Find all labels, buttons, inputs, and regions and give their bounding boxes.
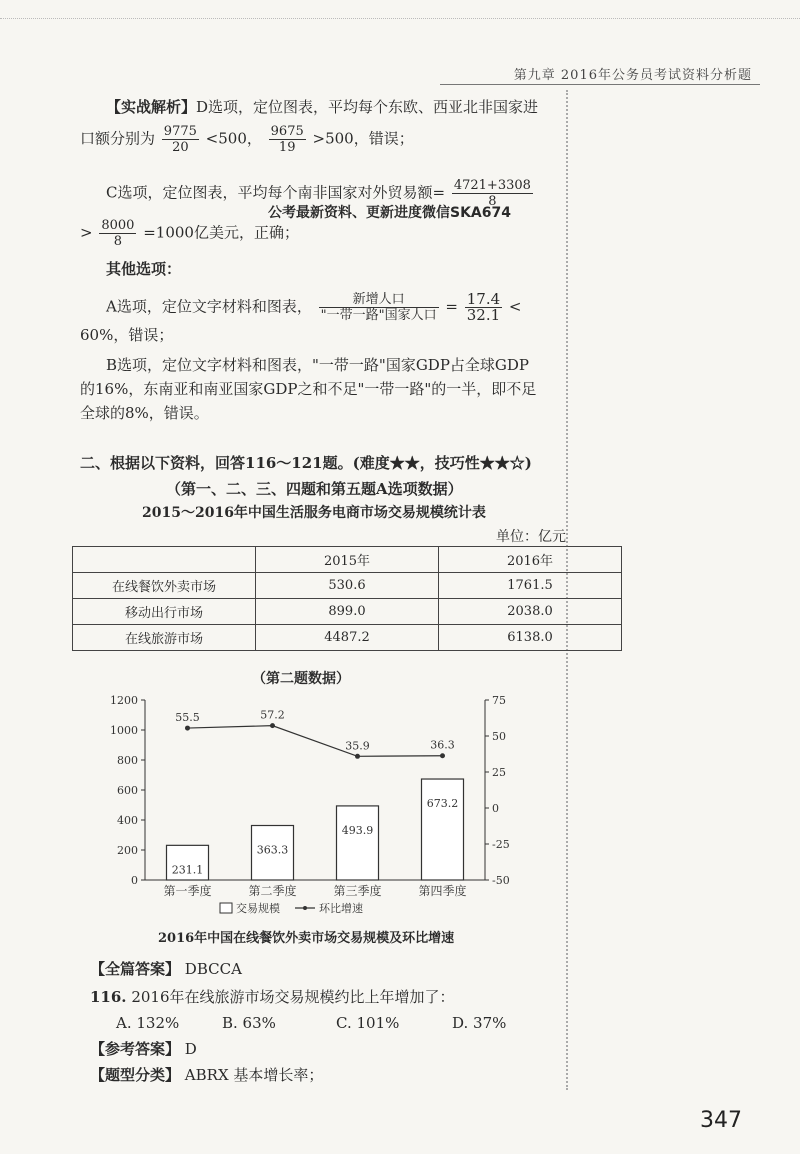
top-dotted-rule (0, 18, 800, 19)
series-line (188, 726, 443, 757)
table-row (73, 599, 622, 625)
legend-label: 环比增速 (319, 902, 363, 915)
page-number: 347 (700, 1108, 742, 1133)
fraction-17-4-32-1: $\frac{17.4}{32.1}$ (466, 290, 501, 324)
bar (337, 806, 379, 880)
y-tick-label: 1200 (110, 694, 138, 707)
y-tick-label: 0 (131, 874, 138, 887)
line-data-label: 55.5 (175, 711, 200, 725)
fraction-8000-8: $\frac{8000}{8}$ (101, 218, 135, 249)
b-option-line1: B选项，定位文字材料和图表，"一带一路"国家GDP占全球GDP (106, 356, 530, 374)
y-tick-label: 200 (117, 844, 138, 857)
x-tick-label: 第三季度 (333, 884, 382, 898)
table-cell: 530.6 (256, 573, 439, 599)
c-option-line1: C选项，定位图表，平均每个南非国家对外贸易额= $\frac{4721+3308}{8}$ (106, 178, 531, 209)
table-cell: 移动出行市场 (73, 599, 256, 625)
y-tick-label: 600 (117, 784, 138, 797)
b-option-line2: 的16%，东南亚和南亚国家GDP之和不足"一带一路"的一半，即不足 (80, 380, 537, 398)
line-point (185, 726, 190, 731)
combo-chart (90, 690, 530, 930)
y-tick-label: 1000 (110, 724, 138, 737)
y-tick-label: 800 (117, 754, 138, 767)
b-option-line3: 全球的8%，错误。 (80, 404, 209, 422)
table-title: 2015～2016年中国生活服务电商市场交易规模统计表 (142, 505, 486, 521)
d-option-line1 (106, 96, 538, 118)
table-cell: 在线旅游市场 (73, 625, 256, 651)
chart-caption-bottom: 2016年中国在线餐饮外卖市场交易规模及环比增速 (158, 931, 455, 946)
table-header-row (73, 547, 622, 573)
y2-tick-label: 0 (492, 802, 499, 815)
y2-tick-label: 50 (492, 730, 506, 743)
bar (422, 779, 464, 880)
fraction-c-sum: $\frac{4721+3308}{8}$ (453, 178, 531, 209)
d-option-line2: 口额分别为 $\frac{9775}{20}$ <500， $\frac{9675}{19}$ >500，错误； (80, 124, 414, 155)
all-answers-line: 【全篇答案】 DBCCA (90, 960, 242, 978)
table-row (73, 625, 622, 651)
a-option-line2: 60%，错误； (80, 326, 174, 344)
legend-label: 交易规模 (236, 902, 280, 915)
y2-tick-label: 25 (492, 766, 506, 779)
table-header-cell: 2015年 (256, 547, 439, 573)
bar-data-label: 493.9 (341, 823, 374, 837)
line-point (355, 754, 360, 759)
x-tick-label: 第一季度 (163, 884, 212, 898)
bar-data-label: 363.3 (256, 843, 289, 857)
bar-data-label: 231.1 (171, 863, 204, 877)
reference-answer-line: 【参考答案】 D (90, 1040, 197, 1058)
watermark-text: 公考最新资料、更新进度微信SKA674 (268, 205, 511, 221)
c-option-line2: > $\frac{8000}{8}$ =1000亿美元，正确； (80, 218, 299, 249)
y2-tick-label: 75 (492, 694, 506, 707)
line-point (440, 753, 445, 758)
table-cell: 6138.0 (439, 625, 622, 651)
running-head: 第九章 2016年公务员考试资料分析题 (513, 68, 752, 83)
y-tick-label: 400 (117, 814, 138, 827)
table-header-cell (73, 547, 256, 573)
table-header-cell: 2016年 (439, 547, 622, 573)
option-b: B. 63% (222, 1014, 276, 1032)
line-data-label: 36.3 (430, 738, 455, 752)
table-cell: 4487.2 (256, 625, 439, 651)
table-cell: 899.0 (256, 599, 439, 625)
x-tick-label: 第二季度 (248, 884, 297, 898)
table-unit: 单位：亿元 (496, 529, 566, 545)
y2-tick-label: -25 (492, 838, 510, 851)
analysis-tag: 【实战解析】 (106, 98, 197, 116)
bar-data-label: 673.2 (426, 797, 459, 811)
y2-tick-label: -50 (492, 874, 510, 887)
statistics-table (72, 546, 622, 651)
header-rule (440, 84, 760, 85)
other-options-title: 其他选项： (106, 260, 182, 278)
question-116: 116. 2016年在线旅游市场交易规模约比上年增加了： (90, 988, 455, 1006)
option-a: A. 132% (116, 1014, 180, 1032)
section-subheading: （第一、二、三、四题和第五题A选项数据） (166, 480, 463, 498)
d-option-text: D选项，定位图表，平均每个东欧、西亚北非国家进 (196, 98, 539, 116)
section-heading: 二、根据以下资料，回答116～121题。(难度★★，技巧性★★☆) (80, 454, 532, 472)
a-option-line1: A选项，定位文字材料和图表， $\frac{\text{新增人口}}{\text{"一带一路"国家人口}}$ = $\frac{17.4}{32.1}$ < (106, 290, 522, 324)
all-answers-value: DBCCA (184, 960, 242, 978)
option-d: D. 37% (452, 1014, 507, 1032)
line-data-label: 35.9 (345, 739, 370, 753)
table-cell: 在线餐饮外卖市场 (73, 573, 256, 599)
question-type-line: 【题型分类】 ABRX 基本增长率； (90, 1066, 324, 1084)
legend-line-marker (303, 906, 307, 910)
legend-bar-swatch (220, 903, 232, 913)
line-data-label: 57.2 (260, 708, 285, 722)
fraction-9675-19: $\frac{9675}{19}$ (270, 124, 304, 155)
reference-answer-value: D (184, 1040, 197, 1058)
fraction-9775-20: $\frac{9775}{20}$ (163, 124, 197, 155)
table-cell: 2038.0 (439, 599, 622, 625)
table-cell: 1761.5 (439, 573, 622, 599)
chart-caption-top: （第二题数据） (252, 671, 350, 687)
table-row (73, 573, 622, 599)
line-point (270, 723, 275, 728)
option-c: C. 101% (336, 1014, 400, 1032)
fraction-population: $\frac{\text{新增人口}}{\text{"一带一路"国家人口}}$ (320, 292, 437, 323)
x-tick-label: 第四季度 (418, 884, 467, 898)
